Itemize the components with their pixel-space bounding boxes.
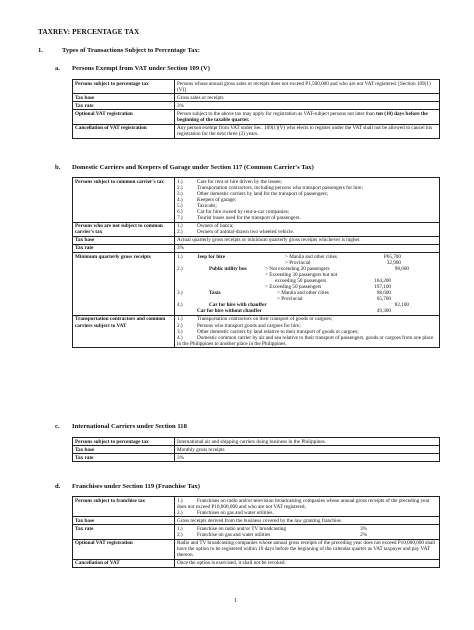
section-c-heading — [55, 423, 187, 430]
table-row — [73, 517, 440, 525]
section-d-heading — [55, 483, 200, 490]
list-item: > Provincial 65,700 — [277, 296, 391, 303]
franchise-rate-list — [175, 525, 440, 539]
list-item: 5.) Taxicabs; — [177, 202, 217, 209]
list-item: > Exceeding 30 passengers but not — [265, 271, 338, 278]
section-1-title: Types of Transactions Subject to Percentage Tax: — [62, 47, 200, 54]
table-row — [73, 244, 440, 252]
section-b-title: Domestic Carriers and Keepers of Garage under Section 117 (Common Carrier's Tax) — [72, 164, 314, 171]
list-item: 1.) Transportation contractors on their transport of goods or cargoes; — [177, 316, 333, 323]
list-item: 2.) Owners of animal-drawn two wheeled vehicle. — [177, 229, 295, 236]
row-text: 3% — [175, 454, 440, 462]
table-row — [73, 497, 440, 517]
table-row — [73, 438, 440, 446]
optional-text: Person subject to the above tax may apply for registration as VAT-subject persons not later than — [177, 110, 375, 117]
list-item: 2.) Franchise on gas and water utilities 2% — [177, 531, 367, 538]
row-label: Persons subject to percentage tax — [73, 80, 175, 94]
table-row — [73, 539, 440, 559]
row-text: Gross sales or receipts — [175, 94, 440, 102]
row-text: Gross receipts derived from the business covered by the law granting franchise. — [175, 517, 440, 525]
list-item: > Provincial 32,900 — [285, 259, 401, 266]
table-row — [73, 222, 440, 236]
section-b-number: b. — [55, 164, 61, 171]
row-label: Tax rate — [73, 454, 175, 462]
row-text: Radio and TV broadcasting companies whose annual gross receipts of the preceding year does not exceed P10,000,000 shall have the option to be registered within 10 days before the beginning of the calendar quarter as VAT taxpayer and pay VAT thereon. — [175, 539, 440, 559]
row-text: International air and shipping carriers doing business in the Philippines. — [175, 438, 440, 446]
section-a-title: Persons Exempt from VAT under Section 109 (V) — [72, 65, 210, 72]
section-d-number: d. — [55, 483, 61, 490]
section-b-heading — [55, 164, 314, 171]
table-row — [73, 236, 440, 244]
section-d-title: Franchises under Section 119 (Franchise Tax) — [72, 483, 200, 490]
section-d-table — [72, 496, 440, 568]
row-text: Monthly gross receipts — [175, 446, 440, 454]
table-row — [73, 110, 440, 124]
list-item: 3.) Other domestic carriers by land for the transport of passengers; — [177, 190, 328, 197]
section-c-title: International Carriers under Section 118 — [72, 423, 187, 430]
table-row — [73, 446, 440, 454]
table-row — [73, 94, 440, 102]
table-row — [73, 80, 440, 94]
row-label: Minimum quarterly gross receipts — [73, 253, 175, 316]
row-text: 3% — [175, 244, 440, 252]
section-a-table — [72, 79, 440, 139]
notsubject-list — [175, 222, 440, 236]
list-item: 2.) Franchises on gas and water utilities. — [177, 509, 274, 516]
optional-text-bold: ten (10) days before the beginning of the taxable quarter. — [177, 110, 428, 123]
list-item: 3.) Taxis > Manila and other cities 98,600 — [177, 290, 391, 297]
page-number: 1 — [234, 598, 237, 604]
minimum-receipts-list — [175, 253, 440, 316]
list-item: 1.) Franchises on radio and/or television broadcasting companies whose annual gross receipts of the preceding year does not exceed P10,000,000 and who are not VAT registered, — [177, 497, 430, 510]
list-item: 6.) Car for hire owned by rent-a-car companies; — [177, 208, 290, 215]
list-item: 1.) Cars for rent or hire driven by the lessee; — [177, 178, 282, 185]
list-item: 3.) Other domestic carriers by land relative to their transport of goods or cargoes; — [177, 328, 359, 335]
row-text: Persons whose annual gross sales or receipts does not exceed P1,500,000 and who are not VAT registered. [Section 109(1)(V)] — [175, 80, 440, 94]
row-text: Actual quarterly gross receipts or minimum quarterly gross receipts whichever is higher. — [175, 236, 440, 244]
list-item: 4.) Car for hire with chauffer 82,100 — [177, 302, 409, 309]
list-item: 4.) Keepers of garage; — [177, 196, 237, 203]
franchise-subject-list — [175, 497, 440, 517]
contractors-list — [175, 315, 440, 347]
row-label: Tax base — [73, 446, 175, 454]
row-label: Tax base — [73, 517, 175, 525]
list-item: 1.) Owners of banca; — [177, 223, 234, 230]
row-label: Optional VAT registration — [73, 110, 175, 124]
row-label: Cancellation of VAT — [73, 559, 175, 567]
row-label: Tax base — [73, 94, 175, 102]
row-label: Persons subject to franchise tax — [73, 497, 175, 517]
table-row — [73, 124, 440, 138]
list-item: exceeding 50 passengers 164,200 — [275, 277, 391, 284]
row-label: Tax rate — [73, 102, 175, 110]
list-item: 1.) Jeep for hire > Manila and other cities P65,700 — [177, 253, 401, 260]
row-label: Cancellation of VAT registration — [73, 124, 175, 138]
row-label: Optional VAT registration — [73, 539, 175, 559]
table-row — [73, 525, 440, 539]
section-c-table — [72, 437, 440, 462]
list-item: 1.) Franchise on radio and/or TV broadcasting 3% — [177, 525, 367, 532]
table-row — [73, 102, 440, 110]
list-item: Car for hire without chauffer 49,300 — [197, 308, 391, 315]
table-row — [73, 559, 440, 567]
section-b-table — [72, 177, 440, 348]
table-row — [73, 253, 440, 316]
list-item: 2.) Transportation contractors, including persons who transport passengers for hire; — [177, 184, 363, 191]
table-row — [73, 178, 440, 223]
list-item: 7.) Tourist buses used for the transport of passengers. — [177, 215, 301, 222]
section-1-number: 1. — [38, 47, 43, 54]
row-text: 3% — [175, 102, 440, 110]
section-1-heading — [38, 47, 200, 54]
row-label: Persons subject to percentage tax — [73, 438, 175, 446]
row-label: Persons subject to common carrier's tax — [73, 178, 175, 223]
row-text: Once the option is exercised, it shall not be revoked. — [175, 559, 440, 567]
section-a-heading — [55, 65, 210, 72]
document-title: TAXREV: PERCENTAGE TAX — [38, 28, 140, 36]
row-label: Tax rate — [73, 244, 175, 252]
row-label: Tax base — [73, 236, 175, 244]
section-c-number: c. — [55, 423, 60, 430]
section-a-number: a. — [55, 65, 60, 72]
row-label: Transportation contractors and common carriers subject to VAT — [73, 315, 175, 347]
row-label: Tax rate — [73, 525, 175, 539]
list-item: 4.) Domestic common carrier by air and sea relative to their transport of passengers, goods or cargoes from one place in the Philippines to another place in the Philippines. — [177, 334, 434, 347]
table-row — [73, 315, 440, 347]
row-label: Persons who are not subject to common carrier's tax — [73, 222, 175, 236]
row-text — [175, 110, 440, 124]
subject-list — [175, 178, 440, 223]
list-item: > Exceeding 50 passengers 197,100 — [265, 284, 391, 290]
table-row — [73, 454, 440, 462]
list-item: 2.) Persons who transport goods and cargoes for hire; — [177, 322, 301, 329]
row-text: Any person exempt from VAT under Sec. 109(1)(V) who elects to register under the VAT shall not be allowed to cancel his registration for the next three (3) years. — [175, 124, 440, 138]
list-item: 2.) Public utility bus > Not exceeding 20 passengers 98,600 — [177, 265, 409, 272]
